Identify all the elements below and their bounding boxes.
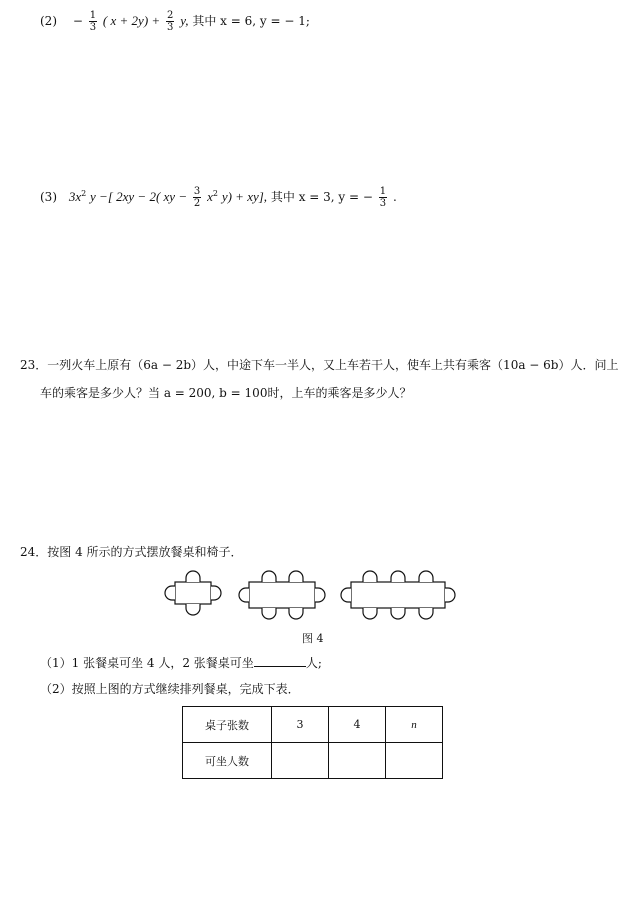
sub1-suffix: 人; <box>305 656 322 670</box>
header-cell: 4 <box>329 707 386 743</box>
end-period: . <box>392 190 397 204</box>
chair <box>315 588 325 602</box>
chair <box>262 608 276 619</box>
answer-table <box>182 706 443 779</box>
fraction: $\frac{1}{3}$ <box>379 186 387 209</box>
exponent: 2 <box>81 189 87 198</box>
q23-line1: 23．一列火车上原有（6a − 2b）人，中途下车一半人，又上车若干人，使车上共有乘客（10a − 6b）人．问上 <box>20 358 619 372</box>
chair <box>391 571 405 582</box>
expr-prefix: − <box>72 14 83 28</box>
expr-c: y) + xy], <box>221 189 268 204</box>
q22-part2 <box>40 10 310 33</box>
condition: 其中 x = 3, y = − <box>270 190 373 204</box>
chair <box>289 608 303 619</box>
table-row <box>183 743 443 779</box>
fraction: $\frac{2}{3}$ <box>167 10 174 33</box>
chair <box>341 588 351 602</box>
answer-cell[interactable] <box>272 743 329 779</box>
header-cell: n <box>386 707 443 743</box>
header-cell: 3 <box>272 707 329 743</box>
part-label: (3) <box>40 190 57 204</box>
answer-cell[interactable] <box>329 743 386 779</box>
chair <box>419 608 433 619</box>
chair <box>391 608 405 619</box>
expr-b: x <box>207 189 213 204</box>
expr-a: y −[ 2xy − 2( xy − <box>90 189 188 204</box>
chair <box>363 571 377 582</box>
figure-4 <box>0 570 640 620</box>
figure-caption: 图 4 <box>302 632 324 645</box>
chair <box>165 586 175 600</box>
chair <box>239 588 249 602</box>
exponent: 2 <box>212 189 218 198</box>
chair <box>211 586 221 600</box>
q22-part3 <box>40 186 397 209</box>
q24-sub2: （2）按照上图的方式继续排列餐桌，完成下表． <box>40 682 300 696</box>
expr-middle: ( x + 2y) + <box>102 13 161 28</box>
q24-intro: 24．按图 4 所示的方式摆放餐桌和椅子． <box>20 545 243 559</box>
chair <box>289 571 303 582</box>
part-label: (2) <box>40 14 57 28</box>
table-row <box>183 707 443 743</box>
chair <box>419 571 433 582</box>
sub1-text: （1）1 张餐桌可坐 4 人，2 张餐桌可坐 <box>40 656 254 670</box>
chair <box>445 588 455 602</box>
table-3 <box>341 571 455 619</box>
table-2 <box>239 571 325 619</box>
condition: 其中 x = 6, y = − 1; <box>192 14 310 28</box>
expr-post: y, <box>180 13 189 28</box>
chair <box>186 604 200 615</box>
chair <box>363 608 377 619</box>
q24-sub1 <box>40 654 322 671</box>
header-cell: 桌子张数 <box>183 707 272 743</box>
answer-blank[interactable] <box>254 654 306 667</box>
table-1 <box>165 571 221 615</box>
row-label-cell: 可坐人数 <box>183 743 272 779</box>
q23-line2: 车的乘客是多少人？当 a = 200, b = 100时，上车的乘客是多少人？ <box>40 386 412 400</box>
chair <box>186 571 200 582</box>
fraction: $\frac{3}{2}$ <box>193 186 201 209</box>
fraction: $\frac{1}{3}$ <box>89 10 97 33</box>
expr-prefix: 3x <box>68 189 82 204</box>
answer-cell[interactable] <box>386 743 443 779</box>
chair <box>262 571 276 582</box>
